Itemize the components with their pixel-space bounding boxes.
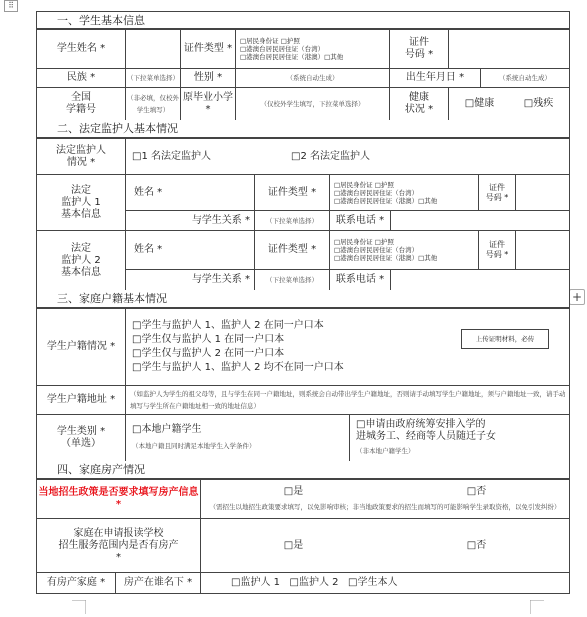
student-idno-label: 证件 号码 * [389,29,449,69]
ethnic-select[interactable]: （下拉菜单选择） [125,68,181,88]
guardian1-phone-input[interactable] [390,210,570,231]
household-option-4[interactable]: □学生与监护人 1、监护人 2 均不在同一户口本 [132,362,344,373]
category-transfer[interactable] [349,414,570,462]
property-policy-hint: （需招生以地招生政策要求填写，以免影响审核；非当地政策要求的招生而填写的可能影响学生录取资格，以免引发纠纷） [209,502,561,511]
property-policy-no[interactable]: □否 [466,485,487,497]
g1-idtype-option-1[interactable]: □居民身份证 □护照 [334,180,394,189]
household-option-1[interactable]: □学生与监护人 1、监护人 2 在同一户口本 [132,320,324,331]
g1-idtype-option-3[interactable]: □港澳台居民居住证（港澳）□其他 [334,196,438,205]
g1-idtype-option-2[interactable]: □港澳台居民居住证（台湾） [334,188,419,197]
guardian1-relation-select[interactable]: （下拉菜单选择） [254,210,330,231]
category-transfer-hint: （非本地户籍学生） [356,447,415,455]
section-student-title: 一、学生基本信息 [36,11,570,29]
category-local-hint: （本地户籍且同时满足本地学生入学条件） [132,442,256,450]
guardian2-phone-input[interactable] [390,269,570,291]
category-label: 学生类别 * （单选） [36,414,126,462]
health-label: 健康 状况 * [389,87,449,121]
gender-value: （系统自动生成） [235,68,390,88]
guardian1-idno-label: 证件 号码 * [478,174,516,211]
guardian1-name-label: 姓名 * [125,174,255,211]
dob-label: 出生年月日 * [389,68,481,88]
category-local-option[interactable]: □本地户籍学生 [132,424,202,435]
property-owner-family-label: 有房产家庭 * [36,572,116,594]
natid-label: 全国 学籍号 [36,87,126,121]
category-transfer-option[interactable]: □申请由政府统筹安排入学的 进城务工、经商等人员随迁子女 [356,419,496,442]
idtype-option-3[interactable]: □港澳台居民居住证（港澳）□其他 [240,53,344,61]
category-local[interactable] [125,414,350,462]
household-option-3[interactable]: □学生仅与监护人 2 在同一户口本 [132,348,285,359]
guardian2-idno-input[interactable] [515,230,570,270]
g2-idtype-option-1[interactable]: □居民身份证 □护照 [334,238,394,246]
property-owner-options[interactable]: □监护人 1 □监护人 2 □学生本人 [200,572,570,594]
guardian1-idtype-label: 证件类型 * [254,174,330,211]
student-idtype-options[interactable] [235,29,390,69]
property-policy-label: 当地招生政策是否要求填写房产信息 * [36,479,201,519]
add-column-icon[interactable]: + [569,289,585,305]
guardian2-idtype-options[interactable] [329,230,479,270]
guardian1-label: 法定 监护人 1 基本信息 [36,174,126,231]
student-name-input[interactable] [125,29,181,69]
property-policy-yes[interactable]: □是 [283,485,304,497]
guardian1-idtype-options[interactable] [329,174,479,211]
section-guardian-title: 二、法定监护人基本情况 [36,120,570,138]
has-property-no[interactable]: □否 [466,539,487,551]
guardian2-label: 法定 监护人 2 基本信息 [36,230,126,291]
has-property-yes[interactable]: □是 [283,539,304,551]
ethnic-label: 民族 * [36,68,126,88]
g2-idtype-option-2[interactable]: □港澳台居民居住证（台湾） [334,246,419,254]
guardian-one-option[interactable]: □1 名法定监护人 [132,150,211,162]
guardian-status-options[interactable] [125,138,570,175]
health-healthy-option[interactable]: □健康 [464,98,495,109]
page-corner-mark-left [72,600,86,614]
idtype-option-2[interactable]: □港澳台居民居住证（台湾） [240,45,325,53]
student-idno-input[interactable] [448,29,570,69]
household-status-label: 学生户籍情况 * [36,308,126,386]
natid-input[interactable]: （非必填，仅校外学生填写） [125,87,181,121]
address-label: 学生户籍地址 * [36,385,126,415]
student-name-label: 学生姓名 * [36,29,126,69]
guardian2-relation-select[interactable]: （下拉菜单选择） [254,269,330,291]
table-handle-icon[interactable]: ⠿ [4,0,18,12]
g2-idtype-option-3[interactable]: □港澳台居民居住证（港澳）□其他 [334,254,438,262]
section-household-title: 三、家庭户籍基本情况 [36,290,570,308]
guardian1-idno-input[interactable] [515,174,570,211]
guardian1-relation-label: 与学生关系 * [125,210,255,231]
page-corner-mark-right [530,600,544,614]
student-idtype-label: 证件类型 * [180,29,236,69]
health-options[interactable] [448,87,570,121]
guardian2-phone-label: 联系电话 * [329,269,391,291]
has-property-options[interactable] [200,518,570,573]
upload-proof-note[interactable]: 上传证明材料，必传 [461,329,549,349]
guardian2-idno-label: 证件 号码 * [478,230,516,270]
has-property-label: 家庭在申请报读学校 招生服务范围内是否有房产 * [36,518,201,573]
guardian2-relation-label: 与学生关系 * [125,269,255,291]
school-select[interactable]: （仅校外学生填写，下拉菜单选择） [235,87,390,121]
form-table [36,11,570,595]
school-label: 原毕业小学 * [180,87,236,121]
guardian2-idtype-label: 证件类型 * [254,230,330,270]
health-disabled-option[interactable]: □残疾 [523,98,554,109]
gender-label: 性别 * [180,68,236,88]
guardian-two-option[interactable]: □2 名法定监护人 [291,150,370,162]
guardian1-phone-label: 联系电话 * [329,210,391,231]
guardian2-name-label: 姓名 * [125,230,255,270]
property-owner-question: 房产在谁名下 * [115,572,201,594]
address-input[interactable]: （如监护人为学生的祖父母等，且与学生在同一户籍地址，则系统会自动带出学生户籍地址，否则请手动填写学生户籍地址，须与户籍地址一致，请手动填写与学生所在户籍地址相一致的地址信息） [125,385,570,415]
guardian-status-label: 法定监护人 情况 * [36,138,126,175]
property-policy-options[interactable] [200,479,570,519]
idtype-option-1[interactable]: □居民身份证 □护照 [240,37,300,45]
household-option-2[interactable]: □学生仅与监护人 1 在同一户口本 [132,334,285,345]
dob-value: （系统自动生成） [480,68,570,88]
section-property-title: 四、家庭房产情况 [36,461,570,479]
